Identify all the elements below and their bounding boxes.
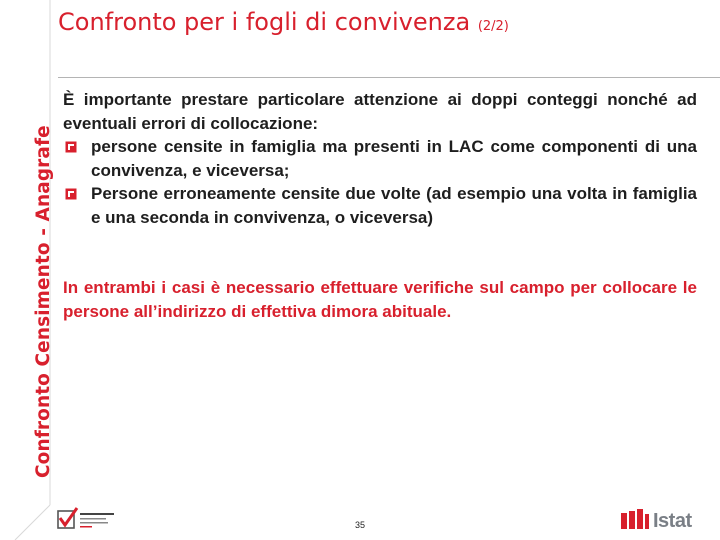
istat-wordmark: Istat bbox=[653, 509, 692, 532]
istat-logo-icon bbox=[621, 509, 649, 534]
page-number: 35 bbox=[354, 520, 365, 530]
body-text bbox=[63, 88, 697, 229]
page-title bbox=[58, 8, 509, 36]
checkbox-square-icon bbox=[65, 188, 77, 200]
intro-paragraph: È importante prestare particolare attenzione ai doppi conteggi nonché ad eventuali errori di collocazione: bbox=[63, 90, 697, 133]
checkbox-square-icon bbox=[65, 141, 77, 153]
list-item bbox=[63, 182, 697, 229]
title-page-mark: (2/2) bbox=[477, 19, 509, 34]
list-item bbox=[63, 135, 697, 182]
closing-paragraph: In entrambi i casi è necessario effettuare verifiche sul campo per collocare le persone all’indirizzo di effettiva dimora abituale. bbox=[63, 278, 697, 321]
checkmark-box-icon bbox=[55, 505, 117, 535]
side-label: Confronto Censimento - Anagrafe bbox=[33, 125, 54, 478]
istat-logo bbox=[621, 510, 692, 532]
title-main: Confronto per i fogli di convivenza bbox=[58, 8, 471, 36]
bullet-text: persone censite in famiglia ma presenti in LAC come componenti di una convivenza, e viceversa; bbox=[91, 137, 697, 180]
bullet-text: Persone erroneamente censite due volte (ad esempio una volta in famiglia e una seconda in convivenza, o viceversa) bbox=[91, 184, 697, 227]
bullet-list bbox=[63, 135, 697, 229]
title-divider bbox=[58, 77, 720, 78]
